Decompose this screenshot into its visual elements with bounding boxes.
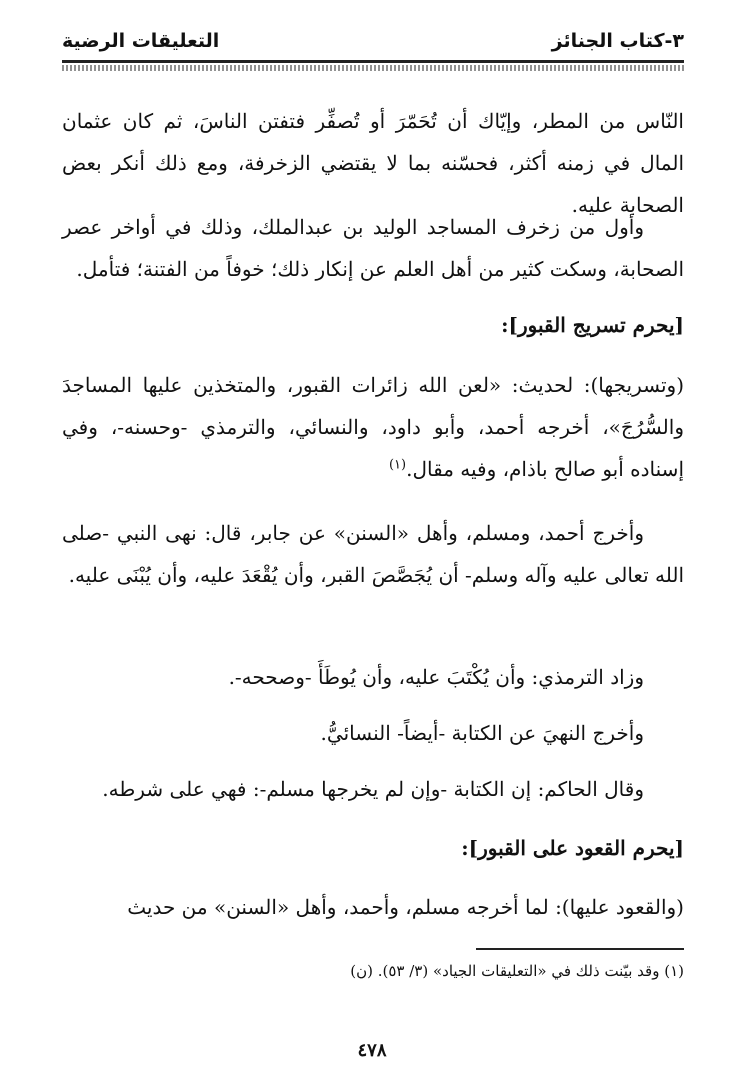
paragraph-7: وقال الحاكم: إن الكتابة -وإن لم يخرجها مسلم-: فهي على شرطه. [102,777,644,801]
header-rule [62,60,684,63]
paragraph-4: وأخرج أحمد، ومسلم، وأهل «السنن» عن جابر، قال: نهى النبي -صلى الله تعالى عليه وآله وسلم- أن يُجَصَّصَ القبر، وأن يُقْعَدَ عليه، وأن يُبْنَى عليه. [62,521,684,587]
paragraph-5: وزاد الترمذي: وأن يُكْتَبَ عليه، وأن يُوطَأَ -وصححه-. [228,665,644,689]
paragraph-6: وأخرج النهيَ عن الكتابة -أيضاً- النسائيُّ. [320,721,644,745]
page-number: ٤٧٨ [357,1040,387,1061]
book-title: التعليقات الرضية [62,30,220,52]
paragraph-1: النّاس من المطر، وإيّاك أن تُحَمّرَ أو تُصفِّر فتفتن الناسَ، ثم كان عثمان المال في زمنه أكثر، فحسّنه بما لا يقتضي الزخرفة، ومع ذلك أنكر بعض الصحابة عليه. [62,109,684,217]
paragraph-3-text: (وتسريجها): لحديث: «لعن الله زائرات القبور، والمتخذين عليها المساجدَ والسُّرُجَ»، أخرجه أحمد، وأبو داود، والنسائي، والترمذي -وحسنه-، وفي إسناده أبو صالح باذام، وفيه مقال. [62,373,684,481]
footnote-marker[interactable]: (١) [388,457,407,473]
paragraph-8: (والقعود عليها): لما أخرجه مسلم، وأحمد، وأهل «السنن» من حديث [127,895,684,919]
footnote: (١) وقد بيّنت ذلك في «التعليقات الجياد» (٣/ ٥٣). (ن) [350,962,684,980]
running-header [62,30,684,56]
section-heading-2: [يحرم القعود على القبور]: [461,836,684,860]
paragraph-2: وأول من زخرف المساجد الوليد بن عبدالملك، وذلك في أواخر عصر الصحابة، وسكت كثير من أهل العلم عن إنكار ذلك؛ خوفاً من الفتنة؛ فتأمل. [62,215,684,281]
section-heading-1: [يحرم تسريج القبور]: [501,313,684,337]
chapter-title: ٣-كتاب الجنائز [551,30,684,52]
footnote-separator [476,948,684,950]
header-rule-dotted [62,65,684,71]
paragraph-3 [62,364,684,490]
